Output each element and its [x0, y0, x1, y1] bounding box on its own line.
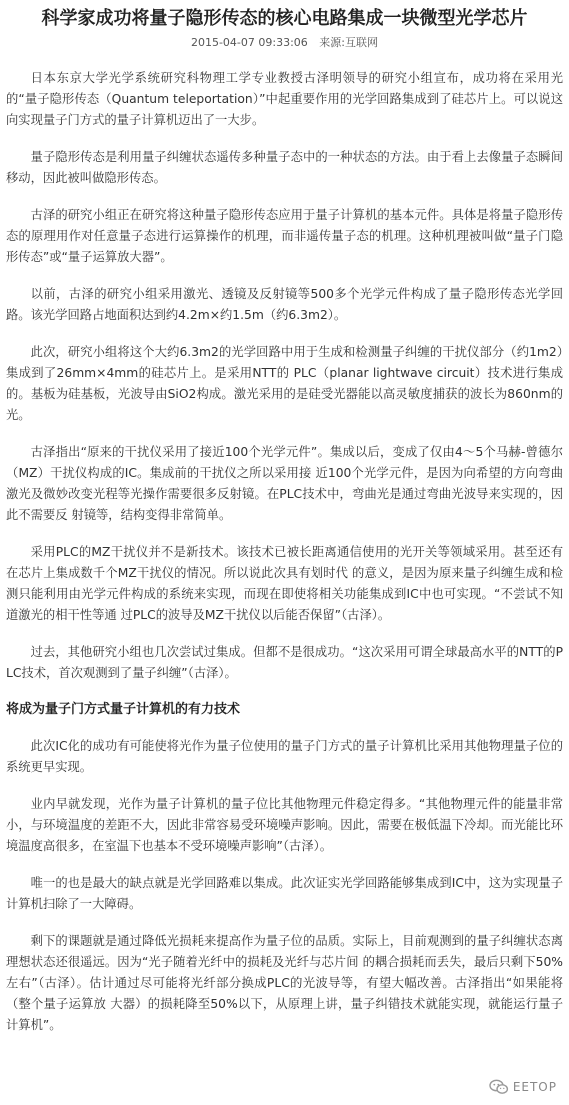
paragraph-11: 唯一的也是最大的缺点就是光学回路难以集成。此次证实光学回路能够集成到IC中，这为实现量子计算机扫除了一大障碍。: [6, 876, 563, 911]
paragraph-6: 古泽指出“原来的干扰仪采用了接近100个光学元件”。集成以后，变成了仅由4～5个马赫-曾德尔（MZ）干扰仪构成的IC。集成前的干扰仪之所以采用接 近100个光学元件，是因为向希望的方向弯曲激光及微妙改变光程等光操作需要很多反射镜。在PLC技术中，弯曲光是通过弯曲光波导来实现的，因此不需要反 射镜等，结构变得非常简单。: [6, 445, 563, 522]
paragraph-1: 日本东京大学光学系统研究科物理工学专业教授古泽明领导的研究小组宣布，成功将在采用光的“量子隐形传态（Quantum teleportation）”中起重要作用的光学回路集成到了硅芯片上。可以说这向实现量子门方式的量子计算机迈出了一大步。: [6, 71, 563, 127]
article-source: 来源:互联网: [319, 36, 379, 49]
paragraph-10: 业内早就发现，光作为量子计算机的量子位比其他物理元件稳定得多。“其他物理元件的能量非常小，与环境温度的差距不大，因此非常容易受环境噪声影响。因此，需要在极低温下冷却。而光能比环境温度高很多，在室温下也基本不受环境噪声影响”（古泽）。: [6, 797, 563, 853]
paragraph-8: 过去，其他研究小组也几次尝试过集成。但都不是很成功。“这次采用可谓全球最高水平的NTT的PLC技术，首次观测到了量子纠缠”（古泽）。: [6, 645, 563, 680]
watermark-text: EETOP: [512, 1080, 557, 1094]
article-title: 科学家成功将量子隐形传态的核心电路集成一块微型光学芯片: [41, 8, 528, 29]
paragraph-4: 以前，古泽的研究小组采用激光、透镜及反射镜等500多个光学元件构成了量子隐形传态光学回路。该光学回路占地面积达到约4.2m×约1.5m（约6.3m2）。: [6, 287, 563, 322]
article-meta: [6, 36, 563, 50]
paragraph-9: 此次IC化的成功有可能使将光作为量子位使用的量子门方式的量子计算机比采用其他物理量子位的系统更早实现。: [6, 739, 563, 774]
wechat-logo-icon: [489, 1079, 509, 1095]
paragraph-5: 此次，研究小组将这个大约6.3m2的光学回路中用于生成和检测量子纠缠的干扰仪部分（约1m2）集成到了26mm×4mm的硅芯片上。是采用NTT的 PLC（planar lightwave circuit）技术进行集成的。基板为硅基板，光波导由SiO2构成。激光采用的是硅受光器能以高灵敏度捕获的波长为860nm的光。: [6, 345, 563, 422]
section-heading: 将成为量子门方式量子计算机的有力技术: [6, 702, 241, 717]
paragraph-12: 剩下的课题就是通过降低光损耗来提高作为量子位的品质。实际上，目前观测到的量子纠缠状态离理想状态还很遥远。因为“光子随着光纤中的损耗及光纤与芯片间 的耦合损耗而丢失，最后只剩下50%左右”（古泽）。估计通过尽可能将光纤部分换成PLC的光波导等，有望大幅改善。古泽指出“如果能将（整个量子运算放 大器）的损耗降至50%以下，从原理上讲，量子纠错技术就能实现，就能运行量子计算机”。: [6, 934, 563, 1032]
paragraph-3: 古泽的研究小组正在研究将这种量子隐形传态应用于量子计算机的基本元件。具体是将量子隐形传态的原理用作对任意量子态进行运算操作的机理，而非遥传量子态的机理。这种机理被叫做“量子门隐形传态”或“量子运算放大器”。: [6, 208, 563, 264]
paragraph-2: 量子隐形传态是利用量子纠缠状态遥传多种量子态中的一种状态的方法。由于看上去像量子态瞬间移动，因此被叫做隐形传态。: [6, 150, 563, 185]
publish-date: 2015-04-07 09:33:06: [190, 36, 308, 49]
paragraph-7: 采用PLC的MZ干扰仪并不是新技术。该技术已被长距离通信使用的光开关等领域采用。甚至还有在芯片上集成数千个MZ干扰仪的情况。所以说此次具有划时代 的意义，是因为原来量子纠缠生成和检测只能利用由光学元件构成的系统来实现，而现在即使将相关功能集成到IC中也可实现。“不尝试不知道激光的相干性等通 过PLC的波导及MZ干扰仪以后能否保留”（古泽）。: [6, 545, 563, 622]
eetop-watermark: [489, 1079, 557, 1095]
